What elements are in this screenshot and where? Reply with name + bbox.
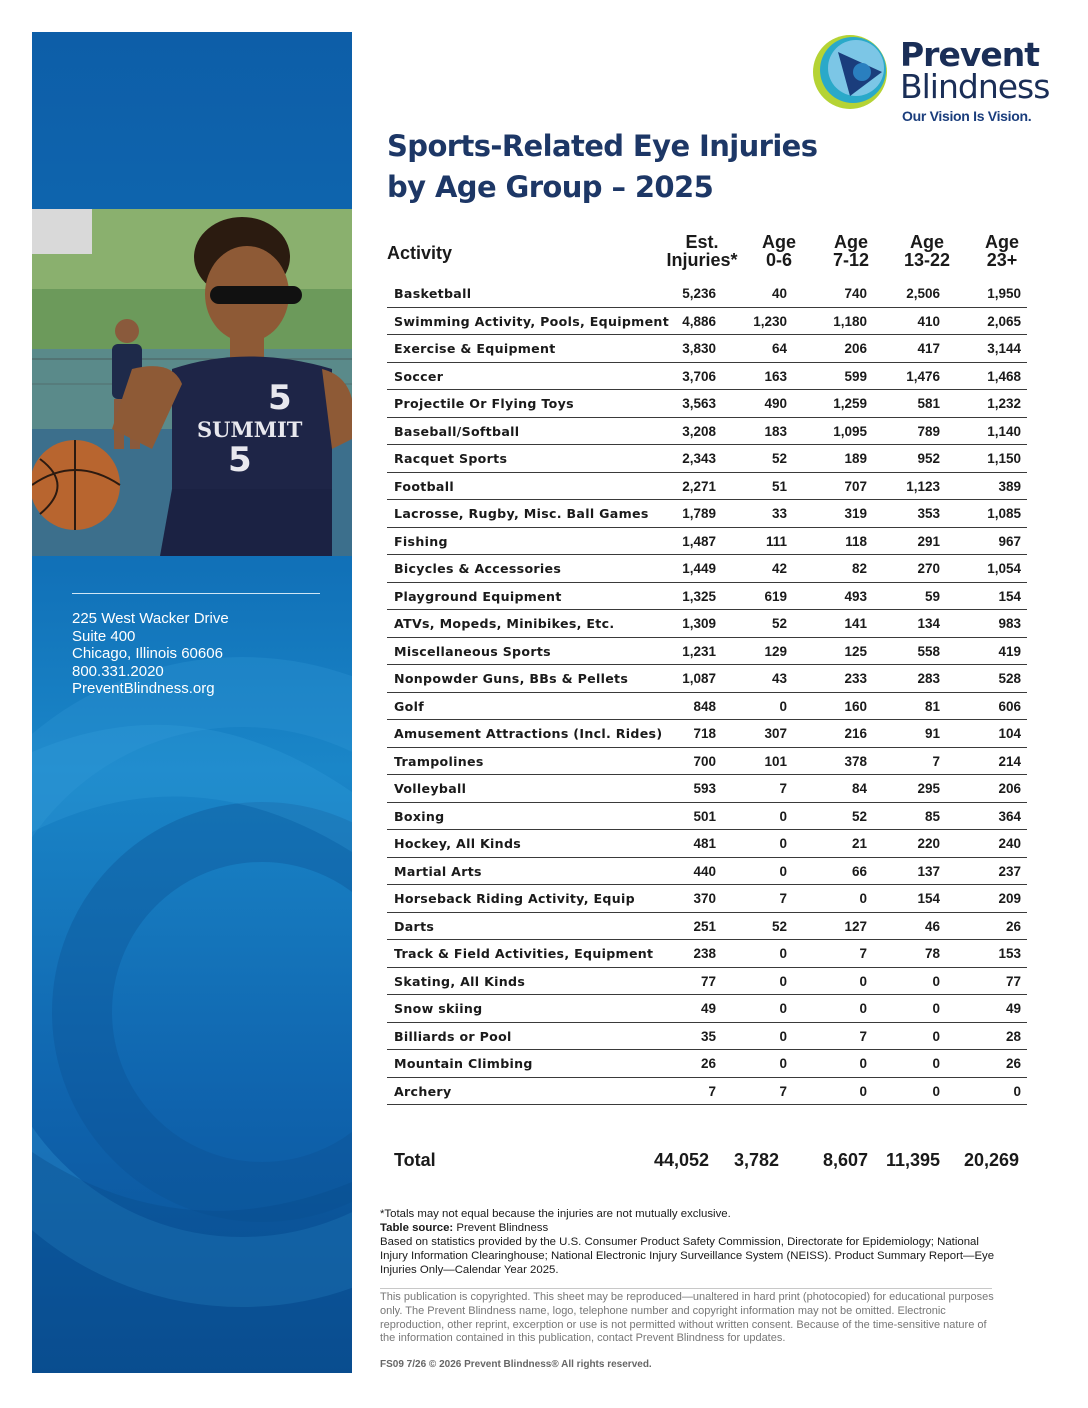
age-7-12-cell: 707 xyxy=(844,478,867,494)
age-7-12-cell: 0 xyxy=(859,1001,867,1016)
address-suite: Suite 400 xyxy=(72,627,136,645)
address-city: Chicago, Illinois 60606 xyxy=(72,645,223,662)
age-0-6-cell: 129 xyxy=(764,643,787,659)
age-13-22-cell: 283 xyxy=(917,671,940,686)
age-13-22-cell: 558 xyxy=(917,643,940,659)
table-row xyxy=(387,528,1027,556)
age-23-plus-cell: 1,468 xyxy=(987,368,1021,384)
age-0-6-cell: 619 xyxy=(764,588,787,604)
activity-name-cell: Track & Field Activities, Equipment xyxy=(394,946,654,961)
est-injuries-cell: 1,325 xyxy=(682,588,716,604)
table-row xyxy=(387,830,1027,858)
age-23-plus-cell: 3,144 xyxy=(987,341,1021,356)
age-23-plus-cell: 237 xyxy=(998,863,1021,879)
age-0-6-cell: 52 xyxy=(771,918,787,934)
age-7-12-cell: 52 xyxy=(851,808,867,824)
age-0-6-cell: 1,230 xyxy=(753,313,787,329)
est-injuries-cell: 440 xyxy=(693,863,716,879)
header-age-23-plus-line1: Age xyxy=(984,232,1019,252)
age-23-plus-cell: 77 xyxy=(1005,973,1021,989)
age-7-12-cell: 189 xyxy=(844,451,867,466)
age-0-6-cell: 0 xyxy=(779,1028,787,1044)
notes-divider xyxy=(380,1288,992,1289)
age-0-6-cell: 33 xyxy=(771,506,787,521)
age-0-6-cell: 0 xyxy=(779,973,787,989)
age-13-22-cell: 81 xyxy=(924,698,940,714)
page-title-line1: Sports-Related Eye Injuries xyxy=(387,129,818,163)
activity-name-cell: Miscellaneous Sports xyxy=(394,643,551,659)
age-13-22-cell: 78 xyxy=(924,946,940,961)
age-23-plus-cell: 983 xyxy=(998,616,1021,631)
table-row xyxy=(387,363,1027,391)
age-7-12-cell: 1,259 xyxy=(833,396,867,411)
jersey-team-name: SUMMIT xyxy=(197,417,303,442)
age-23-plus-cell: 419 xyxy=(998,643,1021,659)
age-7-12-cell: 206 xyxy=(844,341,867,356)
header-age-0-6-line1: Age xyxy=(761,232,796,252)
age-13-22-cell: 270 xyxy=(917,561,940,576)
data-basis-note: Based on statistics provided by the U.S. Consumer Product Safety Commission, Directorate for Epidemiology; National Injury Information Clearinghouse; National Electronic Injury Surveillance System (NEISS). Product Summary Report—Eye Injuries Only—Calendar Year 2025. xyxy=(380,1236,995,1276)
est-injuries-cell: 1,231 xyxy=(682,643,716,659)
copyright-notice: This publication is copyrighted. This sheet may be reproduced—unaltered in hard print (photocopied) for educational purposes only. The Prevent Blindness name, logo, telephone number and copyright information may not be omitted. Electronic reproduction, other reprint, excerption or use is not permitted without written consent. Because of the time-sensitive nature of the information contained in this publication, contact Prevent Blindness for updates. xyxy=(380,1291,994,1345)
est-injuries-cell: 2,271 xyxy=(682,478,716,494)
age-23-plus-cell: 1,085 xyxy=(987,506,1021,521)
header-age-13-22-line1: Age xyxy=(909,232,944,252)
header-est-injuries xyxy=(662,233,742,269)
activity-name-cell: Mountain Climbing xyxy=(394,1056,533,1071)
est-injuries-cell: 718 xyxy=(693,726,716,741)
age-0-6-cell: 111 xyxy=(765,533,787,549)
age-13-22-cell: 1,123 xyxy=(906,478,940,494)
est-injuries-cell: 2,343 xyxy=(682,451,716,466)
age-23-plus-cell: 2,065 xyxy=(987,313,1021,329)
est-injuries-cell: 3,830 xyxy=(682,341,716,356)
activity-name-cell: Projectile Or Flying Toys xyxy=(394,396,574,411)
activity-name-cell: Skating, All Kinds xyxy=(394,973,526,989)
age-13-22-cell: 1,476 xyxy=(906,368,940,384)
age-23-plus-cell: 214 xyxy=(998,753,1021,769)
age-23-plus-cell: 209 xyxy=(998,891,1021,906)
contact-address xyxy=(72,610,332,698)
age-0-6-cell: 0 xyxy=(779,698,787,714)
total-age-13-22: 11,395 xyxy=(885,1150,940,1170)
sidebar-panel xyxy=(32,32,352,1373)
est-injuries-cell: 5,236 xyxy=(682,286,716,301)
activity-name-cell: Golf xyxy=(394,698,424,714)
activity-name-cell: Nonpowder Guns, BBs & Pellets xyxy=(394,671,629,686)
age-7-12-cell: 319 xyxy=(844,506,867,521)
table-row xyxy=(387,858,1027,886)
age-7-12-cell: 216 xyxy=(844,726,867,741)
table-row xyxy=(387,445,1027,473)
est-injuries-cell: 49 xyxy=(700,1001,716,1016)
activity-name-cell: Playground Equipment xyxy=(394,588,562,604)
table-row xyxy=(387,995,1027,1023)
age-7-12-cell: 7 xyxy=(859,1028,867,1044)
activity-name-cell: Horseback Riding Activity, Equip xyxy=(394,891,635,906)
age-23-plus-cell: 1,950 xyxy=(987,286,1021,301)
age-13-22-cell: 46 xyxy=(924,918,940,934)
age-0-6-cell: 7 xyxy=(779,1083,787,1099)
table-body xyxy=(387,280,1027,1105)
age-23-plus-cell: 104 xyxy=(998,726,1021,741)
table-row xyxy=(387,748,1027,776)
activity-name-cell: Archery xyxy=(394,1083,452,1099)
est-injuries-cell: 1,309 xyxy=(682,616,716,631)
age-0-6-cell: 43 xyxy=(771,671,787,686)
page-title-line2: by Age Group – 2025 xyxy=(387,170,714,204)
age-13-22-cell: 0 xyxy=(932,973,940,989)
header-age-0-6-line2: 0-6 xyxy=(765,250,792,270)
total-age-0-6: 3,782 xyxy=(733,1150,779,1170)
age-0-6-cell: 52 xyxy=(771,616,787,631)
header-age-23-plus xyxy=(972,233,1032,269)
age-23-plus-cell: 26 xyxy=(1005,1056,1021,1071)
table-row xyxy=(387,693,1027,721)
age-23-plus-cell: 1,054 xyxy=(987,561,1021,576)
age-0-6-cell: 101 xyxy=(764,753,787,769)
age-23-plus-cell: 528 xyxy=(998,671,1021,686)
age-7-12-cell: 7 xyxy=(859,946,867,961)
age-7-12-cell: 1,095 xyxy=(833,423,867,439)
table-source-value: Prevent Blindness xyxy=(456,1222,549,1234)
age-23-plus-cell: 364 xyxy=(998,808,1021,824)
age-23-plus-cell: 1,232 xyxy=(987,396,1021,411)
header-age-7-12 xyxy=(821,233,881,269)
table-row xyxy=(387,1078,1027,1106)
header-est-line1: Est. xyxy=(685,232,719,252)
activity-name-cell: Lacrosse, Rugby, Misc. Ball Games xyxy=(394,506,649,521)
total-age-23-plus: 20,269 xyxy=(963,1150,1019,1170)
activity-name-cell: Fishing xyxy=(394,533,448,549)
age-23-plus-cell: 389 xyxy=(998,478,1021,494)
table-row xyxy=(387,913,1027,941)
table-row xyxy=(387,638,1027,666)
age-0-6-cell: 183 xyxy=(764,423,787,439)
age-0-6-cell: 7 xyxy=(779,891,787,906)
age-23-plus-cell: 154 xyxy=(998,588,1021,604)
table-row xyxy=(387,335,1027,363)
age-13-22-cell: 952 xyxy=(917,451,940,466)
table-source-label: Table source: xyxy=(380,1222,454,1234)
age-7-12-cell: 740 xyxy=(844,286,867,301)
activity-name-cell: ATVs, Mopeds, Minibikes, Etc. xyxy=(394,616,615,631)
footer-code: FS09 7/26 © 2026 Prevent Blindness® All rights reserved. xyxy=(380,1359,652,1370)
age-23-plus-cell: 28 xyxy=(1005,1028,1021,1044)
est-injuries-cell: 4,886 xyxy=(682,313,716,329)
table-row xyxy=(387,583,1027,611)
table-header xyxy=(387,228,1027,278)
activity-name-cell: Trampolines xyxy=(394,753,484,769)
est-injuries-cell: 1,449 xyxy=(682,561,716,576)
table-row xyxy=(387,885,1027,913)
est-injuries-cell: 700 xyxy=(693,753,716,769)
totals-footnote: *Totals may not equal because the injuries are not mutually exclusive. xyxy=(380,1208,731,1220)
header-age-13-22-line2: 13-22 xyxy=(903,250,951,270)
age-0-6-cell: 52 xyxy=(771,451,787,466)
sidebar-divider xyxy=(72,593,320,594)
age-0-6-cell: 42 xyxy=(771,561,787,576)
total-est-injuries: 44,052 xyxy=(653,1150,709,1170)
age-0-6-cell: 40 xyxy=(771,286,787,301)
table-row xyxy=(387,610,1027,638)
est-injuries-cell: 1,789 xyxy=(682,506,716,521)
age-13-22-cell: 0 xyxy=(932,1028,940,1044)
injuries-table xyxy=(387,228,1027,1170)
table-row xyxy=(387,555,1027,583)
logo-word-blindness: Blindness xyxy=(900,67,1050,106)
header-est-line2: Injuries* xyxy=(666,250,738,270)
est-injuries-cell: 501 xyxy=(693,808,716,824)
age-13-22-cell: 291 xyxy=(917,533,940,549)
activity-name-cell: Soccer xyxy=(394,368,444,384)
table-row xyxy=(387,308,1027,336)
prevent-blindness-logo xyxy=(810,32,1050,127)
age-7-12-cell: 21 xyxy=(851,836,867,851)
age-0-6-cell: 307 xyxy=(764,726,787,741)
est-injuries-cell: 7 xyxy=(708,1083,716,1099)
address-phone: 800.331.2020 xyxy=(72,662,164,680)
age-7-12-cell: 0 xyxy=(859,1083,867,1099)
table-row xyxy=(387,968,1027,996)
est-injuries-cell: 251 xyxy=(693,918,716,934)
age-0-6-cell: 0 xyxy=(779,1056,787,1071)
activity-name-cell: Billiards or Pool xyxy=(394,1028,512,1044)
activity-name-cell: Boxing xyxy=(394,808,445,824)
logo-word-prevent: Prevent xyxy=(900,35,1040,74)
table-row xyxy=(387,473,1027,501)
age-0-6-cell: 0 xyxy=(779,1001,787,1016)
age-13-22-cell: 417 xyxy=(917,341,940,356)
age-23-plus-cell: 606 xyxy=(998,698,1021,714)
age-7-12-cell: 160 xyxy=(844,698,867,714)
header-age-7-12-line1: Age xyxy=(833,232,868,252)
age-13-22-cell: 0 xyxy=(932,1056,940,1071)
age-23-plus-cell: 206 xyxy=(998,781,1021,796)
age-0-6-cell: 64 xyxy=(771,341,787,356)
age-13-22-cell: 154 xyxy=(917,891,940,906)
age-7-12-cell: 84 xyxy=(851,781,867,796)
age-13-22-cell: 789 xyxy=(917,423,940,439)
est-injuries-cell: 77 xyxy=(700,973,716,989)
table-row xyxy=(387,1023,1027,1051)
header-age-7-12-line2: 7-12 xyxy=(832,250,870,270)
age-23-plus-cell: 153 xyxy=(998,946,1021,961)
est-injuries-cell: 3,208 xyxy=(682,423,716,439)
table-row xyxy=(387,500,1027,528)
age-13-22-cell: 581 xyxy=(917,396,940,411)
age-0-6-cell: 0 xyxy=(779,946,787,961)
age-7-12-cell: 599 xyxy=(844,368,867,384)
jersey-number-top: 5 xyxy=(268,378,292,418)
activity-name-cell: Bicycles & Accessories xyxy=(394,561,562,576)
activity-name-cell: Amusement Attractions (Incl. Rides) xyxy=(394,726,663,741)
est-injuries-cell: 26 xyxy=(700,1056,716,1071)
age-23-plus-cell: 967 xyxy=(998,533,1021,549)
logo-eye-icon xyxy=(810,32,890,112)
est-injuries-cell: 1,087 xyxy=(682,671,716,686)
est-injuries-cell: 370 xyxy=(693,891,716,906)
age-13-22-cell: 137 xyxy=(917,863,940,879)
age-13-22-cell: 220 xyxy=(917,836,940,851)
age-13-22-cell: 85 xyxy=(924,808,940,824)
age-0-6-cell: 7 xyxy=(779,781,787,796)
jersey-number-bottom: 5 xyxy=(228,440,252,480)
age-23-plus-cell: 1,150 xyxy=(987,451,1021,466)
est-injuries-cell: 3,706 xyxy=(682,368,716,384)
header-activity: Activity xyxy=(387,243,453,263)
age-7-12-cell: 493 xyxy=(844,588,867,604)
total-age-7-12: 8,607 xyxy=(822,1150,868,1170)
activity-name-cell: Snow skiing xyxy=(394,1001,483,1016)
activity-name-cell: Martial Arts xyxy=(394,863,482,879)
total-label: Total xyxy=(394,1150,436,1170)
table-row xyxy=(387,390,1027,418)
est-injuries-cell: 848 xyxy=(693,698,716,714)
est-injuries-cell: 481 xyxy=(693,836,716,851)
header-age-13-22 xyxy=(897,233,957,269)
age-13-22-cell: 410 xyxy=(917,313,940,329)
age-13-22-cell: 295 xyxy=(917,781,940,796)
table-row xyxy=(387,418,1027,446)
age-23-plus-cell: 49 xyxy=(1005,1001,1021,1016)
age-23-plus-cell: 0 xyxy=(1013,1083,1021,1099)
age-0-6-cell: 490 xyxy=(764,396,787,411)
age-7-12-cell: 233 xyxy=(844,671,867,686)
table-row xyxy=(387,775,1027,803)
page-title xyxy=(387,126,817,208)
age-23-plus-cell: 1,140 xyxy=(987,423,1021,439)
activity-name-cell: Football xyxy=(394,478,454,494)
activity-name-cell: Basketball xyxy=(394,286,472,301)
header-age-23-plus-line2: 23+ xyxy=(986,250,1018,270)
age-13-22-cell: 2,506 xyxy=(906,286,940,301)
age-13-22-cell: 91 xyxy=(924,726,940,741)
age-23-plus-cell: 240 xyxy=(998,836,1021,851)
age-13-22-cell: 7 xyxy=(932,753,940,769)
activity-name-cell: Darts xyxy=(394,918,435,934)
age-7-12-cell: 66 xyxy=(851,863,867,879)
table-row xyxy=(387,803,1027,831)
age-7-12-cell: 1,180 xyxy=(833,313,867,329)
est-injuries-cell: 3,563 xyxy=(682,396,716,411)
age-0-6-cell: 163 xyxy=(764,368,787,384)
age-7-12-cell: 141 xyxy=(844,616,867,631)
est-injuries-cell: 238 xyxy=(693,946,716,961)
table-row xyxy=(387,1050,1027,1078)
activity-name-cell: Exercise & Equipment xyxy=(394,341,556,356)
age-7-12-cell: 0 xyxy=(859,973,867,989)
age-7-12-cell: 125 xyxy=(844,643,867,659)
logo-tagline: Our Vision Is Vision. xyxy=(902,108,1032,124)
age-13-22-cell: 353 xyxy=(917,506,940,521)
table-notes xyxy=(380,1207,1000,1277)
est-injuries-cell: 1,487 xyxy=(682,533,716,549)
age-7-12-cell: 82 xyxy=(851,561,867,576)
est-injuries-cell: 35 xyxy=(700,1028,716,1044)
age-0-6-cell: 51 xyxy=(771,478,787,494)
age-13-22-cell: 134 xyxy=(917,616,940,631)
table-total-row xyxy=(387,1146,1027,1176)
table-row xyxy=(387,665,1027,693)
table-row xyxy=(387,280,1027,308)
age-23-plus-cell: 26 xyxy=(1005,918,1021,934)
age-0-6-cell: 0 xyxy=(779,836,787,851)
age-7-12-cell: 378 xyxy=(844,753,867,769)
age-7-12-cell: 127 xyxy=(844,918,867,934)
table-row xyxy=(387,940,1027,968)
activity-name-cell: Swimming Activity, Pools, Equipment xyxy=(394,313,670,329)
activity-name-cell: Racquet Sports xyxy=(394,451,508,466)
activity-name-cell: Volleyball xyxy=(394,781,467,796)
age-7-12-cell: 0 xyxy=(859,1056,867,1071)
activity-name-cell: Baseball/Softball xyxy=(394,423,520,439)
age-13-22-cell: 0 xyxy=(932,1001,940,1016)
header-age-0-6 xyxy=(749,233,809,269)
age-0-6-cell: 0 xyxy=(779,863,787,879)
est-injuries-cell: 593 xyxy=(693,781,716,796)
age-7-12-cell: 118 xyxy=(845,533,867,549)
age-0-6-cell: 0 xyxy=(779,808,787,824)
age-13-22-cell: 0 xyxy=(932,1083,940,1099)
age-7-12-cell: 0 xyxy=(859,891,867,906)
address-street: 225 West Wacker Drive xyxy=(72,610,229,627)
table-source xyxy=(380,1221,1000,1235)
age-13-22-cell: 59 xyxy=(924,588,940,604)
address-website: PreventBlindness.org xyxy=(72,680,215,697)
table-row xyxy=(387,720,1027,748)
basketball-player-photo xyxy=(32,209,352,556)
activity-name-cell: Hockey, All Kinds xyxy=(394,836,522,851)
